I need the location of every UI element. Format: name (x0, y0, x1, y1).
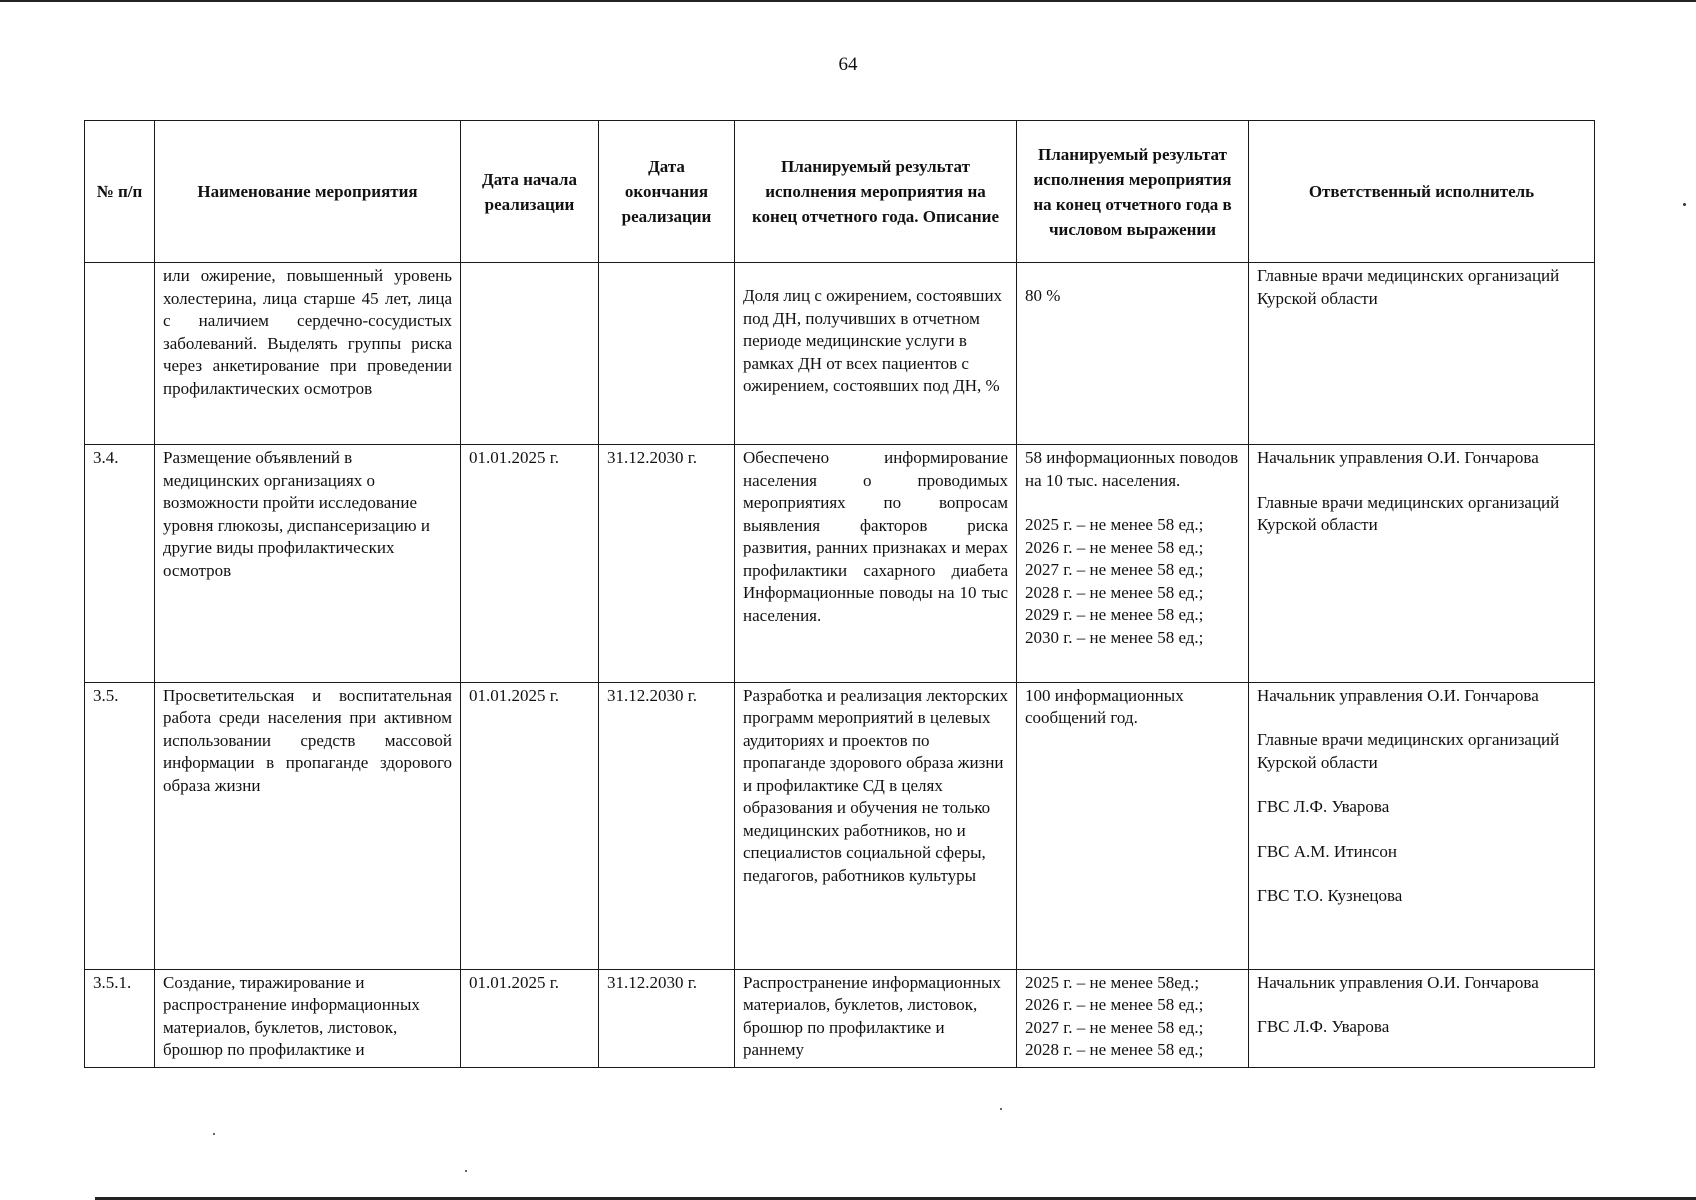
result-numeric-line: 2028 г. – не менее 58 ед.; (1025, 582, 1204, 602)
row-end-date (599, 263, 735, 445)
row-end-date: 31.12.2030 г. (599, 445, 735, 683)
row-result-description: Распространение информационных материалов, буклетов, листовок, брошюр по профилактике и раннему (735, 969, 1017, 1067)
result-numeric-line: 2030 г. – не менее 58 ед.; (1025, 627, 1204, 647)
responsible-line: Начальник управления О.И. Гончарова (1257, 685, 1539, 705)
scan-speck (465, 1170, 467, 1172)
line-spacer (1257, 994, 1586, 1016)
table-row (85, 969, 1595, 1067)
row-end-date: 31.12.2030 г. (599, 969, 735, 1067)
row-num: 3.4. (85, 445, 155, 683)
row-start-date: 01.01.2025 г. (461, 682, 599, 969)
row-end-date: 31.12.2030 г. (599, 682, 735, 969)
responsible-line: Начальник управления О.И. Гончарова (1257, 972, 1539, 992)
page-number: 64 (838, 54, 858, 75)
row-name: Просветительская и воспитательная работа среди населения при активном использовании средств массовой информации в пропаганде здорового образа жизни (155, 682, 461, 969)
responsible-line: Главные врачи медицинских организаций Курской области (1257, 730, 1560, 772)
result-numeric-line: 2028 г. – не менее 58 ед.; (1025, 1040, 1204, 1060)
responsible-line: ГВС А.М. Итинсон (1257, 841, 1397, 861)
line-spacer (1257, 774, 1586, 796)
header-result-numeric: Планируемый результат исполнения мероприятия на конец отчетного года в числовом выражении (1017, 121, 1249, 263)
responsible-line: ГВС Л.Ф. Уварова (1257, 1017, 1390, 1037)
row-num: 3.5. (85, 682, 155, 969)
result-numeric-line: 80 % (1025, 286, 1061, 305)
row-result-numeric (1017, 445, 1249, 683)
result-numeric-line: 2029 г. – не менее 58 ед.; (1025, 605, 1204, 625)
row-result-description: Доля лиц с ожирением, состоявших под ДН, получивших в отчетном периоде медицинские услуги в рамках ДН от всех пациентов с ожирением, состоявших под ДН, % (735, 263, 1017, 445)
result-numeric-line: 2027 г. – не менее 58 ед.; (1025, 1017, 1204, 1037)
header-num: № п/п (85, 121, 155, 263)
result-numeric-line: 100 информационных сообщений год. (1025, 685, 1184, 728)
line-spacer (1257, 707, 1586, 729)
row-responsible (1249, 445, 1595, 683)
row-name: или ожирение, повышенный уровень холестерина, лица старше 45 лет, лица с наличием сердечно-сосудистых заболеваний. Выделять группы риска через анкетирование при проведении профилактических осмотров (155, 263, 461, 445)
row-start-date: 01.01.2025 г. (461, 969, 599, 1067)
row-result-description: Разработка и реализация лекторских программ мероприятий в целевых аудиториях и проектов по пропаганде здорового образа жизни и профилактике СД в целях образования и обучения не только медицинских работников, но и специалистов социальной сферы, педагогов, работников культуры (735, 682, 1017, 969)
scan-speck (1000, 1108, 1002, 1110)
row-responsible (1249, 969, 1595, 1067)
row-name: Создание, тиражирование и распространение информационных материалов, буклетов, листовок, брошюр по профилактике и (155, 969, 461, 1067)
header-row (85, 121, 1595, 263)
row-result-numeric (1017, 969, 1249, 1067)
result-numeric-line: 2027 г. – не менее 58 ед.; (1025, 560, 1204, 580)
row-start-date (461, 263, 599, 445)
scan-edge-top (0, 0, 1696, 2)
table-row (85, 682, 1595, 969)
row-name: Размещение объявлений в медицинских организациях о возможности пройти исследование уровня глюкозы, диспансеризацию и другие виды профилактических осмотров (155, 445, 461, 683)
line-spacer (1257, 470, 1586, 492)
result-numeric-line: 2026 г. – не менее 58 ед.; (1025, 995, 1204, 1015)
line-spacer (1025, 492, 1240, 514)
line-spacer (1257, 819, 1586, 841)
row-responsible (1249, 263, 1595, 445)
result-numeric-line: 2025 г. – не менее 58ед.; (1025, 972, 1200, 992)
header-end-date: Дата окончания реализации (599, 121, 735, 263)
responsible-line: Начальник управления О.И. Гончарова (1257, 448, 1539, 468)
row-result-numeric (1017, 682, 1249, 969)
header-start-date: Дата начала реализации (461, 121, 599, 263)
result-numeric-line: 2026 г. – не менее 58 ед.; (1025, 537, 1204, 557)
header-responsible: Ответственный исполнитель (1249, 121, 1595, 263)
line-spacer (1257, 863, 1586, 885)
scan-speck (1683, 203, 1686, 206)
result-numeric-line: 58 информационных поводов на 10 тыс. населения. (1025, 448, 1239, 490)
row-responsible (1249, 682, 1595, 969)
responsible-line: ГВС Т.О. Кузнецова (1257, 886, 1403, 906)
table-row (85, 445, 1595, 683)
scan-speck (213, 1133, 215, 1135)
table-row (85, 263, 1595, 445)
responsible-line: ГВС Л.Ф. Уварова (1257, 797, 1390, 817)
responsible-line: Главные врачи медицинских организаций Курской области (1257, 266, 1560, 308)
row-num: 3.5.1. (85, 969, 155, 1067)
row-num (85, 263, 155, 445)
header-result-description: Планируемый результат исполнения мероприятия на конец отчетного года. Описание (735, 121, 1017, 263)
responsible-line: Главные врачи медицинских организаций Курской области (1257, 492, 1560, 535)
row-result-description: Обеспечено информирование населения о проводимых мероприятиях по вопросам выявления факторов риска развития, ранних признаках и мерах профилактики сахарного диабета Информационные поводы на 10 тыс населения. (735, 445, 1017, 683)
activities-table (84, 120, 1595, 1068)
row-result-numeric (1017, 263, 1249, 445)
header-name: Наименование мероприятия (155, 121, 461, 263)
result-numeric-line: 2025 г. – не менее 58 ед.; (1025, 515, 1204, 535)
row-start-date: 01.01.2025 г. (461, 445, 599, 683)
